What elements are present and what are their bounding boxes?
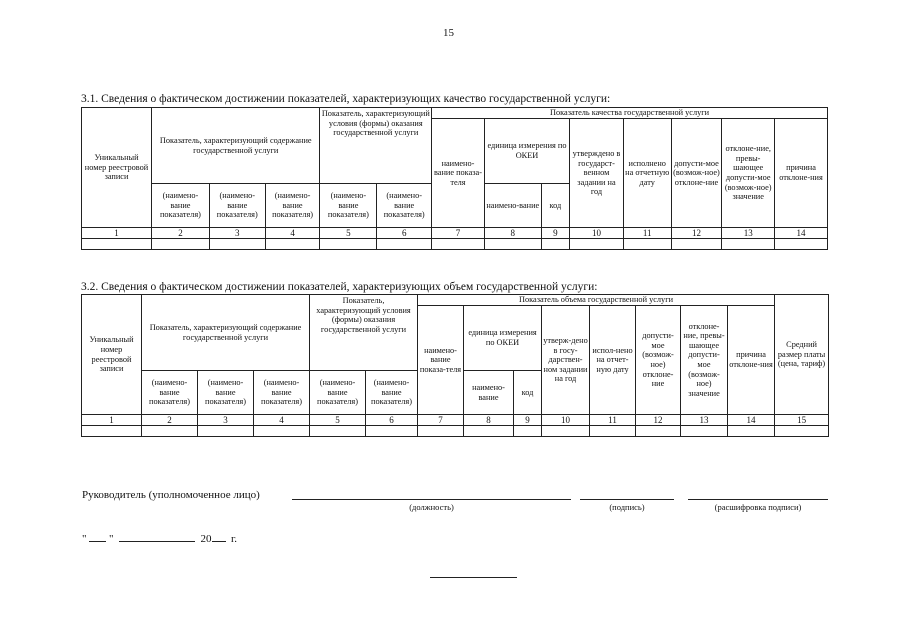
- indicator-name-sub: (наимено-вание показателя): [198, 371, 254, 415]
- column-number: 8: [464, 415, 514, 426]
- column-number: 1: [82, 228, 152, 239]
- column-number: 10: [570, 228, 624, 239]
- position-caption: (должность): [409, 502, 454, 512]
- indicator-name-header: наимено-вание показа-теля: [418, 306, 464, 415]
- decode-line[interactable]: [688, 499, 828, 500]
- allowed-deviation-header: допусти-мое (возмож-ное) отклоне-ние: [636, 306, 681, 415]
- content-indicator-header: Показатель, характеризующий содержание государственной услуги: [142, 295, 310, 371]
- indicator-name-sub: (наимено-вание показателя): [265, 184, 320, 228]
- column-number: 13: [722, 228, 775, 239]
- column-number: 12: [671, 228, 722, 239]
- empty-data-row: [82, 426, 829, 437]
- indicator-name-sub: (наимено-вание показателя): [142, 371, 198, 415]
- volume-table: [81, 294, 829, 437]
- allowed-deviation-header: допусти-мое (возмож-ное) отклоне-ние: [671, 119, 722, 228]
- column-number: 5: [310, 415, 366, 426]
- column-number: 13: [681, 415, 728, 426]
- column-number: 9: [514, 415, 542, 426]
- unit-name-header: наимено-вание: [464, 371, 514, 415]
- column-number: 5: [320, 228, 377, 239]
- date-quote-open: ": [82, 533, 87, 545]
- column-number-row: [82, 228, 828, 239]
- approved-header: утверж-дено в госу-дарствен-ном задании на год: [542, 306, 590, 415]
- indicator-name-sub: (наимено-вание показателя): [209, 184, 265, 228]
- average-price-header: Средний размер платы (цена, тариф): [775, 295, 829, 415]
- page-number: 15: [443, 27, 454, 39]
- year-prefix: 20: [200, 533, 212, 545]
- section2-title: 3.2. Сведения о фактическом достижении показателей, характеризующих объем государственной услуги:: [81, 281, 598, 293]
- day-field[interactable]: [89, 532, 106, 542]
- column-number-row: [82, 415, 829, 426]
- indicator-name-sub: (наимено-вание показателя): [366, 371, 418, 415]
- column-number: 1: [82, 415, 142, 426]
- section1-title: 3.1. Сведения о фактическом достижении показателей, характеризующих качество государственной услуги:: [81, 93, 611, 105]
- column-number: 7: [432, 228, 485, 239]
- column-number: 14: [728, 415, 775, 426]
- quality-table: [81, 107, 828, 250]
- column-number: 10: [542, 415, 590, 426]
- column-number: 4: [265, 228, 320, 239]
- unique-number-header: Уникальный номер реестровой записи: [82, 108, 152, 228]
- column-number: 11: [590, 415, 636, 426]
- month-field[interactable]: [119, 532, 195, 542]
- column-number: 14: [775, 228, 828, 239]
- empty-data-row: [82, 239, 828, 250]
- unit-code-header: код: [514, 371, 542, 415]
- unique-number-header: Уникальный номер реестровой записи: [82, 295, 142, 415]
- unit-okei-header: единица измерения по ОКЕИ: [484, 119, 569, 184]
- indicator-name-sub: (наимено-вание показателя): [310, 371, 366, 415]
- column-number: 6: [366, 415, 418, 426]
- column-number: 2: [142, 415, 198, 426]
- unit-code-header: код: [541, 184, 569, 228]
- decode-caption: (расшифровка подписи): [714, 502, 802, 512]
- condition-indicator-header: Показатель, характеризующий условия (формы) оказания государственной услуги: [320, 108, 432, 184]
- position-line[interactable]: [292, 499, 571, 500]
- content-indicator-header: Показатель, характеризующий содержание государственной услуги: [152, 108, 320, 184]
- indicator-name-header: наимено-вание показа-теля: [432, 119, 485, 228]
- year-suffix: г.: [231, 533, 238, 545]
- unit-name-header: наимено-вание: [484, 184, 541, 228]
- quality-indicator-header: Показатель качества государственной услуги: [432, 108, 828, 119]
- signature-label: Руководитель (уполномоченное лицо): [82, 489, 260, 501]
- deviation-reason-header: причина отклоне-ния: [775, 119, 828, 228]
- indicator-name-sub: (наимено-вание показателя): [377, 184, 432, 228]
- column-number: 9: [541, 228, 569, 239]
- executed-header: испол-нено на отчет-ную дату: [590, 306, 636, 415]
- executed-header: исполнено на отчетную дату: [623, 119, 671, 228]
- column-number: 7: [418, 415, 464, 426]
- signature-line[interactable]: [580, 499, 674, 500]
- bottom-separator: [430, 577, 517, 578]
- date-line: [82, 532, 237, 545]
- signature-caption: (подпись): [609, 502, 645, 512]
- column-number: 6: [377, 228, 432, 239]
- indicator-name-sub: (наимено-вание показателя): [152, 184, 210, 228]
- unit-okei-header: единица измерения по ОКЕИ: [464, 306, 542, 371]
- indicator-name-sub: (наимено-вание показателя): [320, 184, 377, 228]
- exceeding-deviation-header: отклоне-ние, превы-шающее допусти-мое (возмож-ное) значение: [722, 119, 775, 228]
- column-number: 11: [623, 228, 671, 239]
- volume-indicator-header: Показатель объема государственной услуги: [418, 295, 775, 306]
- indicator-name-sub: (наимено-вание показателя): [254, 371, 310, 415]
- date-quote-close: ": [109, 533, 114, 545]
- column-number: 2: [152, 228, 210, 239]
- column-number: 15: [775, 415, 829, 426]
- column-number: 3: [198, 415, 254, 426]
- exceeding-deviation-header: отклоне-ние, превы-шающее допусти-мое (возмож-ное) значение: [681, 306, 728, 415]
- deviation-reason-header: причина отклоне-ния: [728, 306, 775, 415]
- column-number: 3: [209, 228, 265, 239]
- condition-indicator-header: Показатель, характеризующий условия (формы) оказания государственной услуги: [310, 295, 418, 371]
- column-number: 12: [636, 415, 681, 426]
- column-number: 8: [484, 228, 541, 239]
- approved-header: утверждено в государст-венном задании на год: [570, 119, 624, 228]
- column-number: 4: [254, 415, 310, 426]
- year-field[interactable]: [212, 532, 226, 542]
